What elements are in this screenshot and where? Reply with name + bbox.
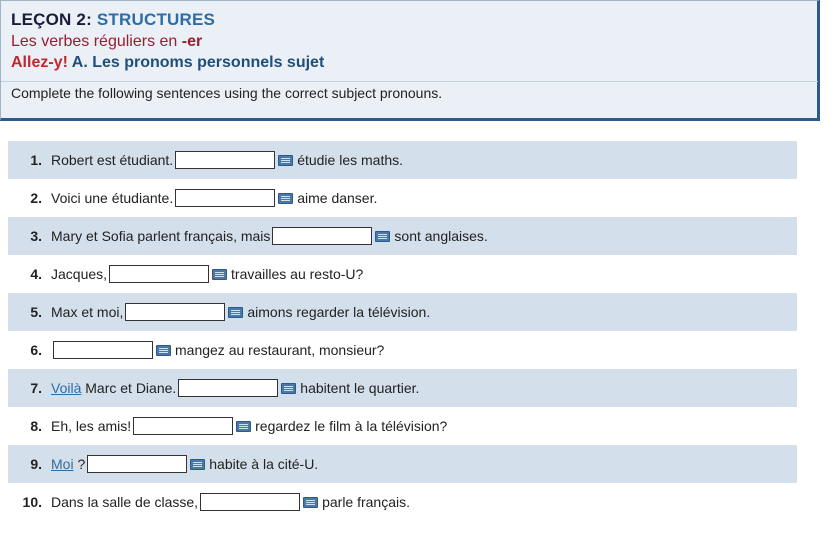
sentence-after: mangez au restaurant, monsieur? [175, 342, 385, 358]
activity-title [11, 54, 324, 72]
sentence-after-link: ? [77, 456, 86, 472]
keyboard-icon[interactable] [156, 345, 171, 356]
answer-input[interactable] [53, 341, 153, 359]
sentence-after: aime danser. [297, 190, 378, 206]
sentence-after-link: Marc et Diane. [85, 380, 177, 396]
exercise-list [8, 141, 797, 521]
lesson-prefix: LEÇON 2: [11, 10, 92, 29]
keyboard-icon[interactable] [281, 383, 296, 394]
sentence-after: habite à la cité-U. [209, 456, 319, 472]
answer-input[interactable] [178, 379, 278, 397]
activity-prefix: Allez-y! [11, 54, 68, 71]
exercise-row [8, 483, 797, 521]
sentence-before: Eh, les amis! [51, 418, 132, 434]
exercise-row [8, 179, 797, 217]
item-number: 4. [30, 266, 42, 282]
keyboard-icon[interactable] [278, 155, 293, 166]
keyboard-icon[interactable] [190, 459, 205, 470]
answer-input[interactable] [175, 151, 275, 169]
item-number: 2. [30, 190, 42, 206]
sentence-before: Mary et Sofia parlent français, mais [51, 228, 271, 244]
exercise-row [8, 407, 797, 445]
sentence-after: regardez le film à la télévision? [255, 418, 448, 434]
keyboard-icon[interactable] [212, 269, 227, 280]
answer-input[interactable] [109, 265, 209, 283]
keyboard-icon[interactable] [303, 497, 318, 508]
exercise-row [8, 369, 797, 407]
sentence-after: parle français. [322, 494, 411, 510]
answer-input[interactable] [175, 189, 275, 207]
answer-input[interactable] [125, 303, 225, 321]
lesson-name: STRUCTURES [96, 10, 216, 29]
lesson-header [0, 0, 820, 121]
exercise-row [8, 293, 797, 331]
sentence-after: aimons regarder la télévision. [247, 304, 431, 320]
sentence-before: Jacques, [51, 266, 108, 282]
answer-input[interactable] [87, 455, 187, 473]
sentence-before: Dans la salle de classe, [51, 494, 199, 510]
item-number: 9. [30, 456, 42, 472]
sentence-after: étudie les maths. [297, 152, 404, 168]
sentence-before: Voici une étudiante. [51, 190, 174, 206]
answer-input[interactable] [200, 493, 300, 511]
keyboard-icon[interactable] [278, 193, 293, 204]
lesson-subtitle [11, 33, 202, 51]
subtitle-text: Les verbes réguliers en [11, 33, 182, 50]
instructions: Complete the following sentences using the correct subject pronouns. [11, 85, 443, 101]
item-number: 10. [22, 494, 42, 510]
vocab-link[interactable]: Moi [51, 456, 74, 472]
vocab-link[interactable]: Voilà [51, 380, 82, 396]
sentence-before: Max et moi, [51, 304, 124, 320]
answer-input[interactable] [133, 417, 233, 435]
exercise-row [8, 217, 797, 255]
item-number: 3. [30, 228, 42, 244]
activity-name: A. Les pronoms personnels sujet [71, 54, 325, 71]
keyboard-icon[interactable] [236, 421, 251, 432]
sentence-after: habitent le quartier. [300, 380, 420, 396]
sentence-after: sont anglaises. [394, 228, 488, 244]
subtitle-bold: -er [181, 33, 203, 50]
item-number: 5. [30, 304, 42, 320]
answer-input[interactable] [272, 227, 372, 245]
header-divider [1, 81, 818, 82]
exercise-row [8, 141, 797, 179]
sentence-before: Robert est étudiant. [51, 152, 174, 168]
item-number: 7. [30, 380, 42, 396]
exercise-row [8, 331, 797, 369]
keyboard-icon[interactable] [375, 231, 390, 242]
sentence-after: travailles au resto-U? [231, 266, 364, 282]
item-number: 8. [30, 418, 42, 434]
item-number: 6. [30, 342, 42, 358]
item-number: 1. [30, 152, 42, 168]
exercise-row [8, 445, 797, 483]
exercise-row [8, 255, 797, 293]
keyboard-icon[interactable] [228, 307, 243, 318]
lesson-title [11, 10, 215, 30]
